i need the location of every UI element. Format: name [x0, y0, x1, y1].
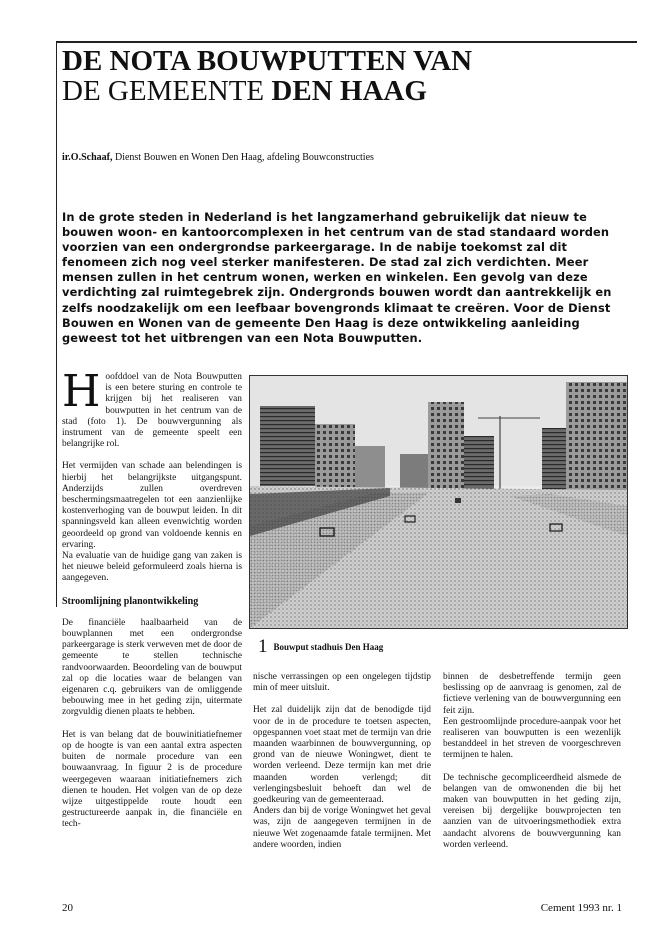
byline	[62, 152, 374, 163]
affiliation: Dienst Bouwen en Wonen Den Haag, afdeling Bouwconstructies	[112, 152, 374, 163]
author: ir.O.Schaaf,	[62, 152, 113, 163]
construction-site-photo	[249, 375, 628, 629]
col2-p2: Het zal duidelijk zijn dat de benodigde tijd voor de in de procedure te toetsen aspecten, opgespannen voet staat met de termijn van drie maanden waarbinnen de bouwvergunning, op grond van de nieuwe Woningwet, dient te worden verleend. Deze termijn kan met drie maanden worden verlengd; dit verlengingsbesluit behoeft dan wel de goedkeuring van de gemeenteraad.	[253, 705, 431, 806]
journal-reference: Cement 1993 nr. 1	[540, 902, 622, 914]
column-1	[62, 366, 242, 842]
col1-p5: Het is van belang dat de bouwinitiatiefnemer op de hoogte is van een aantal extra aspecten buiten de normale procedure van een bouwaanvraag. In figuur 2 is de procedure weergegeven waaraan initiatiefnemers zich dienen te houden. Het volgen van de op deze wijze uitgestippelde route houdt een gestructureerde aanpak in, die financiële en tech-	[62, 729, 242, 830]
col3-p2: Een gestroomlijnde procedure-aanpak voor het realiseren van bouwputten is een wezenlijk bestanddeel in het streven de voorgeschreven termijnen te halen.	[443, 716, 621, 761]
section-heading: Stroomlijning planontwikkeling	[62, 595, 199, 607]
left-rule	[56, 41, 57, 607]
page-number: 20	[62, 902, 73, 914]
column-2	[253, 672, 431, 862]
title-line-1: DE NOTA BOUWPUTTEN VAN	[62, 45, 473, 77]
col1-p4: De financiële haalbaarheid van de bouwplannen met een ondergrondse parkeergarage is sterk verweven met de door de gemeente te stellen technische randvoorwaarden. Beoordeling van de bouwput zal op die locaties waar de belangen van eigenaren c.q. gebruikers van de omliggende bebouwing mee in het geding zijn, uitermate zorgvuldig dienen plaats te hebben.	[62, 617, 242, 718]
col2-p1: nische verrassingen op een ongelegen tijdstip min of meer uitsluit.	[253, 672, 431, 694]
col2-p3: Anders dan bij de vorige Woningwet het geval was, zijn de aangegeven termijnen in de nieuwe Wet zogenaamde fatale termijnen. Met andere woorden, indien	[253, 806, 431, 850]
top-rule	[56, 41, 637, 43]
column-3	[443, 672, 621, 862]
figure-caption-text: Bouwput stadhuis Den Haag	[273, 642, 384, 652]
col1-p3: Na evaluatie van de huidige gang van zaken is het nieuwe beleid geformuleerd zoals hierna is aangegeven.	[62, 551, 242, 584]
figure-caption	[258, 636, 383, 658]
title-line-2-bold: DEN HAAG	[271, 75, 427, 107]
col1-p2: Het vermijden van schade aan belendingen is hierbij het belangrijkste uitgangspunt. Anderzijds zullen overdreven beschermingsmaatregelen tot een aanzienlijke kostenverhoging van de bouwput leiden. In dit spanningsveld kan alleen evenwichtig worden geoordeeld op grond van voldoende kennis en ervaring.	[62, 461, 242, 550]
article-title	[62, 46, 642, 106]
col1-p1: oofddoel van de Nota Bouwputten is een betere sturing en controle te krijgen bij het realiseren van bouwputten in het centrum van de stad (foto 1). De bouwvergunning als instrument van de gemeente speelt een belangrijke rol.	[62, 372, 242, 450]
title-line-2	[62, 76, 642, 106]
title-line-2-regular: DE GEMEENTE	[62, 75, 272, 107]
col3-p1: binnen de desbetreffende termijn geen beslissing op de aanvraag is genomen, zal de fictieve verlening van de bouwvergunning een feit zijn.	[443, 672, 621, 716]
col3-p3: De technische gecompliceerdheid alsmede de belangen van de omwonenden die bij het maken van bouwputten in het geding zijn, vereisen bij dergelijke bouwprojecten ten aanzien van de uitvoeringsmethodiek extra aandacht alvorens de bouwvergunning kan worden verleend.	[443, 772, 621, 850]
figure-number: 1	[258, 636, 268, 657]
intro-paragraph: In de grote steden in Nederland is het langzamerhand gebruikelijk dat nieuw te bouwen woon- en kantoorcomplexen in het centrum van de stad standaard worden voorzien van een ondergrondse parkeergarage. In de nabije toekomst zal dit fenomeen zich nog veel sterker manifesteren. De stad zal zich verdichten. Meer mensen zullen in het centrum wonen, werken en winkelen. Een gevolg van deze verdichting zal ruimtegebrek zijn. Ondergronds bouwen wordt dan aantrekkelijk en zelfs noodzakelijk om een leefbaar bovengronds klimaat te creëren. Voor de Dienst Bouwen en Wonen van de gemeente Den Haag is deze ontwikkeling aanleiding geweest tot het uitbrengen van een Nota Bouwputten.	[62, 210, 612, 345]
drop-cap: H	[62, 366, 101, 417]
